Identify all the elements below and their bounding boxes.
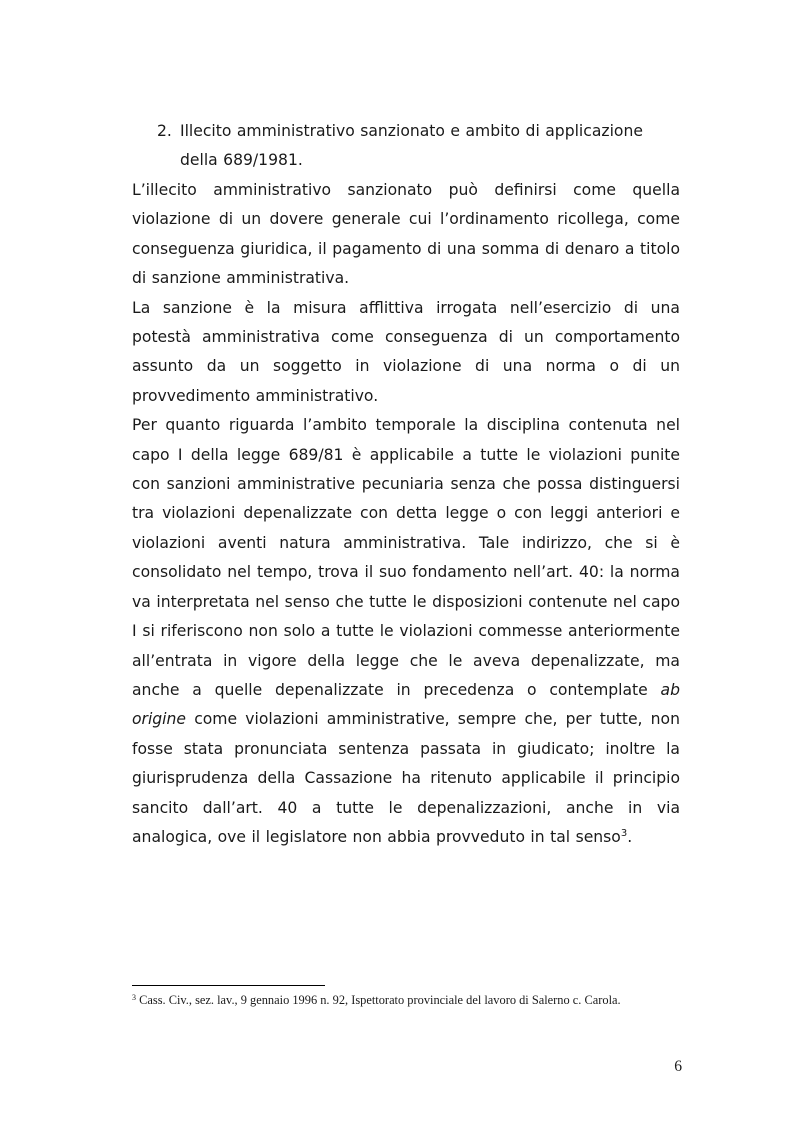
paragraph-1: L’illecito amministrativo sanzionato può definirsi come quella violazione di un dovere generale cui l’ordinamento ricollega, come conseguenza giuridica, il pagamento di una somma di denaro a titolo di sanzione amministrativa. xyxy=(132,181,680,288)
section-number: 2. xyxy=(157,122,172,140)
page-number: 6 xyxy=(674,1058,682,1075)
footnote-text: Cass. Civ., sez. lav., 9 gennaio 1996 n. 92, Ispettorato provinciale del lavoro di Salerno c. Carola. xyxy=(139,993,621,1007)
footnote xyxy=(132,992,692,1008)
section-title-line-1: Illecito amministrativo sanzionato e ambito di applicazione xyxy=(180,122,643,140)
section-title-line-2: della 689/1981. xyxy=(180,151,303,170)
paragraph-2: La sanzione è la misura afflittiva irrogata nell’esercizio di una potestà amministrativa come conseguenza di un comportamento assunto da un soggetto in violazione di una norma o di un provvedimento amministrativo. xyxy=(132,298,680,405)
footnote-reference[interactable]: 3 xyxy=(620,827,628,839)
body-text xyxy=(132,176,680,852)
paragraph-3-text-b: come violazioni amministrative, sempre che, per tutte, non fosse stata pronunciata sentenza passata in giudicato; inoltre la giurisprudenza della Cassazione ha ritenuto applicabile il principio sancito dall’art. 40 a tutte le depenalizzazioni, anche in via analogica, ove il legislatore non abbia provveduto in tal senso xyxy=(132,710,680,846)
latin-phrase: ab origine xyxy=(132,680,680,729)
footnote-separator xyxy=(132,985,325,986)
paragraph-3 xyxy=(132,411,680,852)
paragraph-3-end: . xyxy=(627,827,633,846)
footnote-marker: 3 xyxy=(132,993,136,1002)
paragraph-3-text-a: Per quanto riguarda l’ambito temporale la disciplina contenuta nel capo I della legge 689/81 è applicabile a tutte le violazioni punite con sanzioni amministrative pecuniaria senza che possa distinguersi tra violazioni depenalizzate con detta legge o con leggi anteriori e violazioni aventi natura amministrativa. Tale indirizzo, che si è consolidato nel tempo, trova il suo fondamento nell’art. 40: la norma va interpretata nel senso che tutte le disposizioni contenute nel capo I si riferiscono non solo a tutte le violazioni commesse anteriormente all’entrata in vigore della legge che le aveva depenalizzate, ma anche a quelle depenalizzate in precedenza o contemplate xyxy=(132,416,680,699)
